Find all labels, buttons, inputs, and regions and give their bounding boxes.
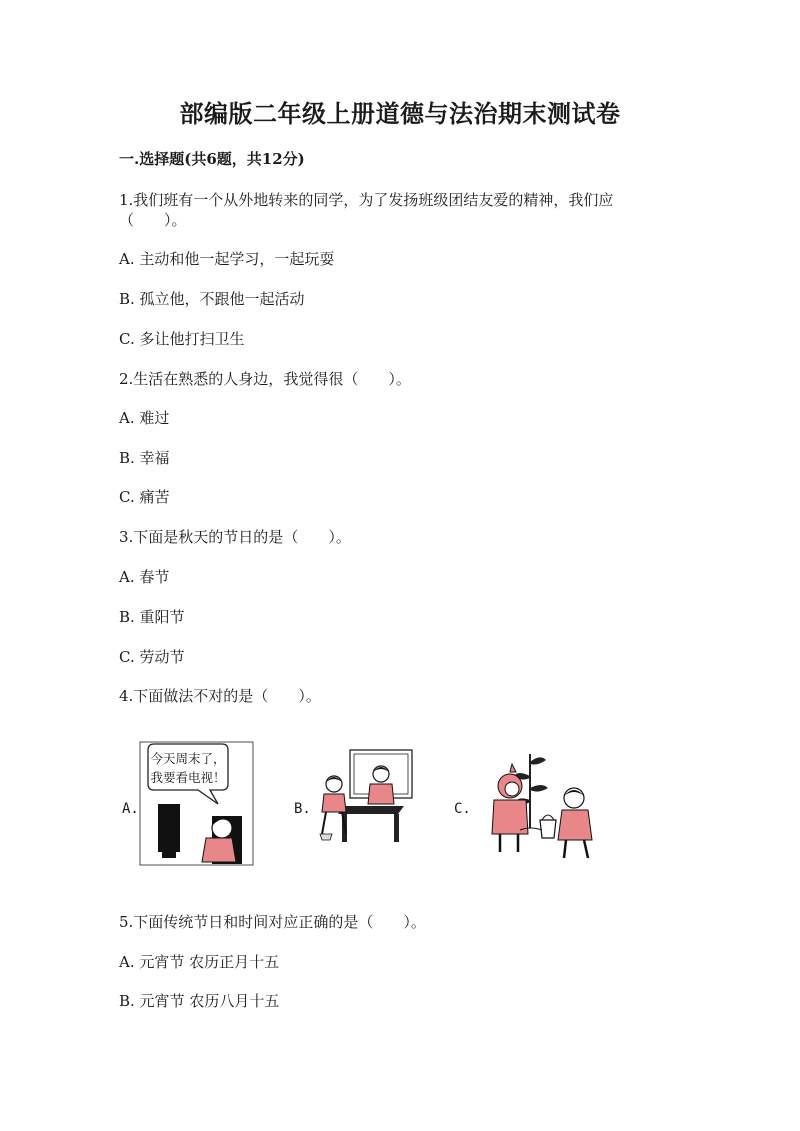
question-1-stem: 1.我们班有一个从外地转来的同学，为了发扬班级团结友爱的精神，我们应 — [119, 191, 614, 209]
speech-bubble-line-1: 今天周末了， — [150, 751, 226, 766]
question-5-option-b: B. 元宵节 农历八月十五 — [119, 992, 280, 1010]
question-5-stem: 5.下面传统节日和时间对应正确的是（ ）。 — [119, 913, 426, 931]
child-c2-body-icon — [558, 810, 592, 840]
question-2-stem: 2.生活在熟悉的人身边，我觉得很（ ）。 — [119, 370, 411, 388]
picture-b-cleaning-desk — [318, 748, 413, 866]
tv-icon — [158, 804, 180, 852]
question-5-option-a: A. 元宵节 农历正月十五 — [119, 953, 280, 971]
bucket-icon — [320, 834, 332, 840]
picture-label-a: A. — [122, 801, 139, 817]
section-heading: 一.选择题(共6题，共12分) — [119, 150, 305, 168]
question-3-stem: 3.下面是秋天的节日的是（ ）。 — [119, 528, 351, 546]
speech-bubble-line-2: 我要看电视！ — [150, 770, 226, 785]
exam-title: 部编版二年级上册道德与法治期末测试卷 — [179, 99, 621, 128]
question-2-option-c: C. 痛苦 — [119, 488, 170, 506]
picture-c-planting-tree — [490, 742, 600, 867]
question-2-option-b: B. 幸福 — [119, 449, 170, 467]
question-2-option-a: A. 难过 — [119, 409, 170, 427]
picture-label-c: C. — [454, 801, 471, 817]
question-1-stem-continued: （ ）。 — [119, 211, 187, 229]
question-4-stem: 4.下面做法不对的是（ ）。 — [119, 687, 321, 705]
watering-bucket-icon — [540, 820, 556, 838]
child-b1-body-icon — [322, 794, 346, 812]
question-1-option-c: C. 多让他打扫卫生 — [119, 330, 245, 348]
child-b2-body-icon — [368, 784, 394, 804]
picture-label-b: B. — [294, 801, 311, 817]
question-3-option-b: B. 重阳节 — [119, 608, 185, 626]
question-3-option-a: A. 春节 — [119, 568, 170, 586]
picture-a-watching-tv — [140, 742, 255, 867]
desk-top-icon — [338, 806, 404, 814]
question-3-option-c: C. 劳动节 — [119, 648, 185, 666]
question-1-option-b: B. 孤立他，不跟他一起活动 — [119, 290, 305, 308]
child-body-icon — [202, 838, 236, 862]
question-1-option-a: A. 主动和他一起学习，一起玩耍 — [119, 250, 335, 268]
